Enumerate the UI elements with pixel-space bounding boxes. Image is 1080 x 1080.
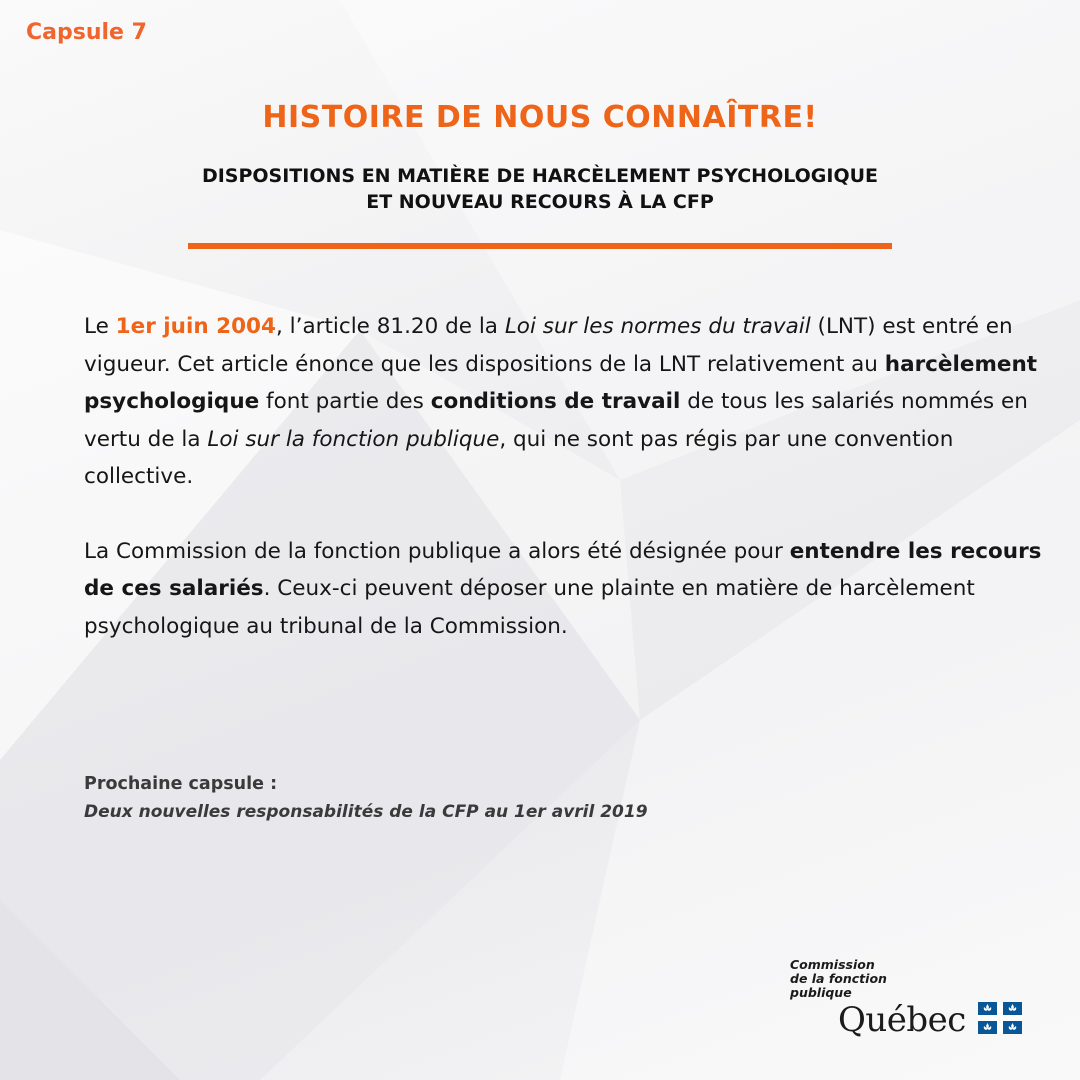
logo-line-2: de la fonction — [790, 971, 887, 986]
p2-text-2: . Ceux-ci peuvent déposer une plainte en matière de harcèlement psychologique au tribunal de la Commission. — [84, 576, 975, 639]
quebec-flag-icon — [978, 1002, 1022, 1034]
p1-text-2: , l’article 81.20 de la — [275, 314, 505, 339]
next-capsule — [84, 770, 648, 826]
emphasis-work-conditions: conditions de travail — [430, 389, 681, 414]
title-divider — [188, 243, 892, 249]
header — [0, 100, 1080, 215]
p1-text-6: , qui ne sont pas régis par une convention collective. — [84, 426, 954, 489]
logo-line-3: publique — [790, 985, 852, 1000]
organization-logo — [790, 958, 1040, 1048]
paragraph-2 — [84, 533, 1044, 646]
article-body — [84, 308, 1044, 645]
p1-text-3: (LNT) est entré en vigueur. Cet article énonce que les dispositions de la LNT relativement au — [84, 314, 1013, 377]
paragraph-1 — [84, 308, 1044, 496]
next-capsule-label: Prochaine capsule : — [84, 774, 278, 794]
p2-text-1: La Commission de la fonction publique a alors été désignée pour — [84, 538, 790, 564]
p1-text-4: font partie des — [259, 389, 431, 414]
subtitle-line-2: ET NOUVEAU RECOURS À LA CFP — [366, 191, 714, 213]
subtitle-line-1: DISPOSITIONS EN MATIÈRE DE HARCÈLEMENT PSYCHOLOGIQUE — [201, 165, 879, 187]
page-title: HISTOIRE DE NOUS CONNAÎTRE! — [262, 100, 818, 135]
page-subtitle — [0, 163, 1080, 215]
emphasis-harassment: harcèlement psychologique — [84, 351, 1038, 414]
capsule-number-label: Capsule 7 — [26, 20, 147, 45]
logo-line-1: Commission — [790, 957, 875, 972]
emphasis-hear-appeals: entendre les recours de ces salariés — [84, 538, 1042, 601]
law-title-lnt: Loi sur les normes du travail — [504, 314, 811, 339]
p1-text-1: Le — [84, 314, 116, 339]
logo-organization-name — [790, 958, 887, 1000]
p1-text-5: de tous les salariés nommés en vertu de la — [84, 389, 1028, 452]
law-title-public-service: Loi sur la fonction publique — [207, 426, 500, 452]
effective-date: 1er juin 2004 — [115, 314, 276, 339]
next-capsule-title: Deux nouvelles responsabilités de la CFP au 1er avril 2019 — [84, 802, 648, 822]
logo-wordmark: Québec — [838, 1000, 966, 1040]
